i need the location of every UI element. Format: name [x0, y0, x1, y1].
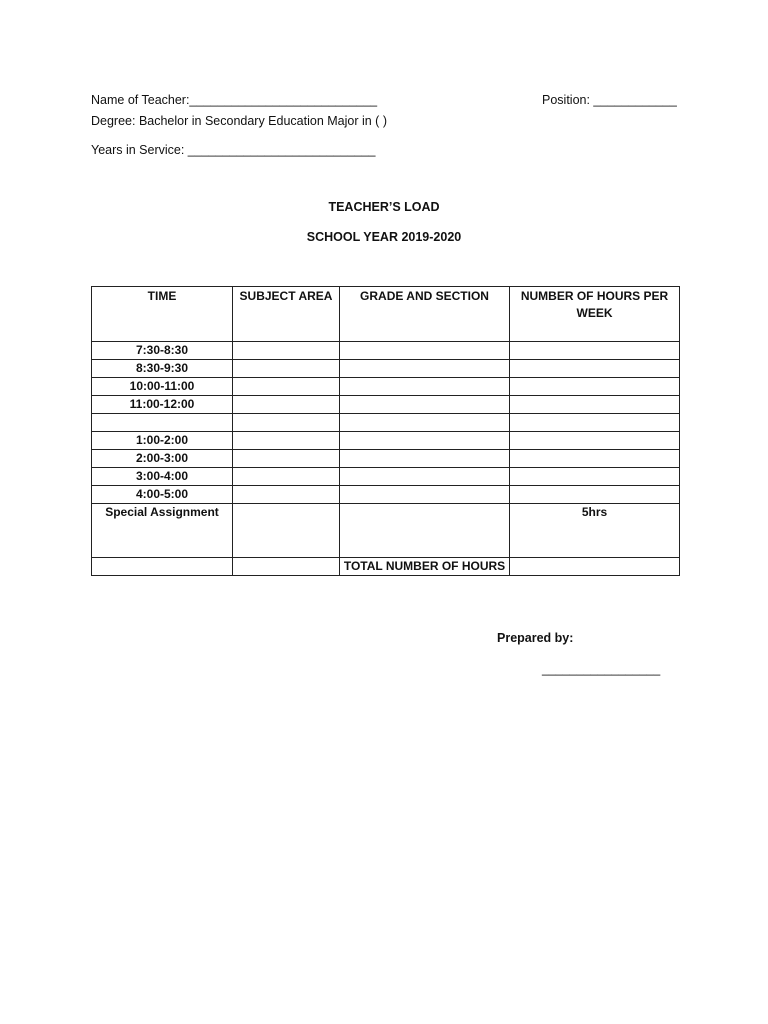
subject-cell [233, 378, 340, 396]
grade-section-cell [340, 396, 510, 414]
hours-cell [510, 414, 680, 432]
table-row [92, 450, 680, 468]
hours-cell [510, 432, 680, 450]
time-cell: 10:00-11:00 [92, 378, 233, 396]
table-row [92, 360, 680, 378]
teacher-name-field: Name of Teacher:___________________________ [91, 93, 378, 107]
grade-section-cell [340, 360, 510, 378]
table-row [92, 396, 680, 414]
table-header-row [92, 287, 680, 342]
hours-cell [510, 378, 680, 396]
grade-section-cell [340, 378, 510, 396]
time-cell: 2:00-3:00 [92, 450, 233, 468]
prepared-by-label: Prepared by: [497, 631, 574, 645]
time-cell: 1:00-2:00 [92, 432, 233, 450]
total-row [92, 558, 680, 576]
grade-section-cell [340, 450, 510, 468]
subject-cell [233, 486, 340, 504]
grade-section-cell [340, 486, 510, 504]
hours-cell [510, 342, 680, 360]
teacher-load-table [91, 286, 680, 576]
table-row [92, 468, 680, 486]
table-row [92, 486, 680, 504]
grade-section-cell [340, 504, 510, 558]
degree-field: Degree: Bachelor in Secondary Education Major in ( ) [91, 114, 387, 128]
subject-cell [233, 396, 340, 414]
header-time: TIME [92, 287, 233, 342]
grade-section-cell [340, 432, 510, 450]
total-hours-label: TOTAL NUMBER OF HOURS [340, 558, 510, 576]
table-row-break [92, 414, 680, 432]
subject-cell [233, 342, 340, 360]
hours-cell [510, 360, 680, 378]
special-assignment-hours: 5hrs [510, 504, 680, 558]
time-cell: 4:00-5:00 [92, 486, 233, 504]
special-assignment-row [92, 504, 680, 558]
hours-cell [510, 396, 680, 414]
header-subject-area: SUBJECT AREA [233, 287, 340, 342]
subject-cell [233, 360, 340, 378]
table-row [92, 342, 680, 360]
subject-cell [233, 504, 340, 558]
special-assignment-label: Special Assignment [92, 504, 233, 558]
time-cell: 7:30-8:30 [92, 342, 233, 360]
time-cell: 3:00-4:00 [92, 468, 233, 486]
table-row [92, 378, 680, 396]
hours-cell [510, 486, 680, 504]
hours-cell [510, 468, 680, 486]
subject-cell [233, 450, 340, 468]
school-year-title: SCHOOL YEAR 2019-2020 [306, 230, 462, 244]
subject-cell [233, 468, 340, 486]
position-field: Position: ____________ [542, 93, 677, 107]
document-title: TEACHER’S LOAD [328, 200, 440, 214]
header-grade-section: GRADE AND SECTION [340, 287, 510, 342]
years-in-service-field: Years in Service: ___________________________ [91, 143, 376, 157]
time-cell [92, 414, 233, 432]
grade-section-cell [340, 414, 510, 432]
total-hours-value [510, 558, 680, 576]
grade-section-cell [340, 468, 510, 486]
time-cell: 11:00-12:00 [92, 396, 233, 414]
total-empty-cell [92, 558, 233, 576]
total-empty-cell [233, 558, 340, 576]
table-row [92, 432, 680, 450]
header-hours-per-week: NUMBER OF HOURS PER WEEK [510, 287, 680, 342]
hours-cell [510, 450, 680, 468]
grade-section-cell [340, 342, 510, 360]
subject-cell [233, 432, 340, 450]
subject-cell [233, 414, 340, 432]
time-cell: 8:30-9:30 [92, 360, 233, 378]
signature-line: _________________ [542, 662, 661, 676]
